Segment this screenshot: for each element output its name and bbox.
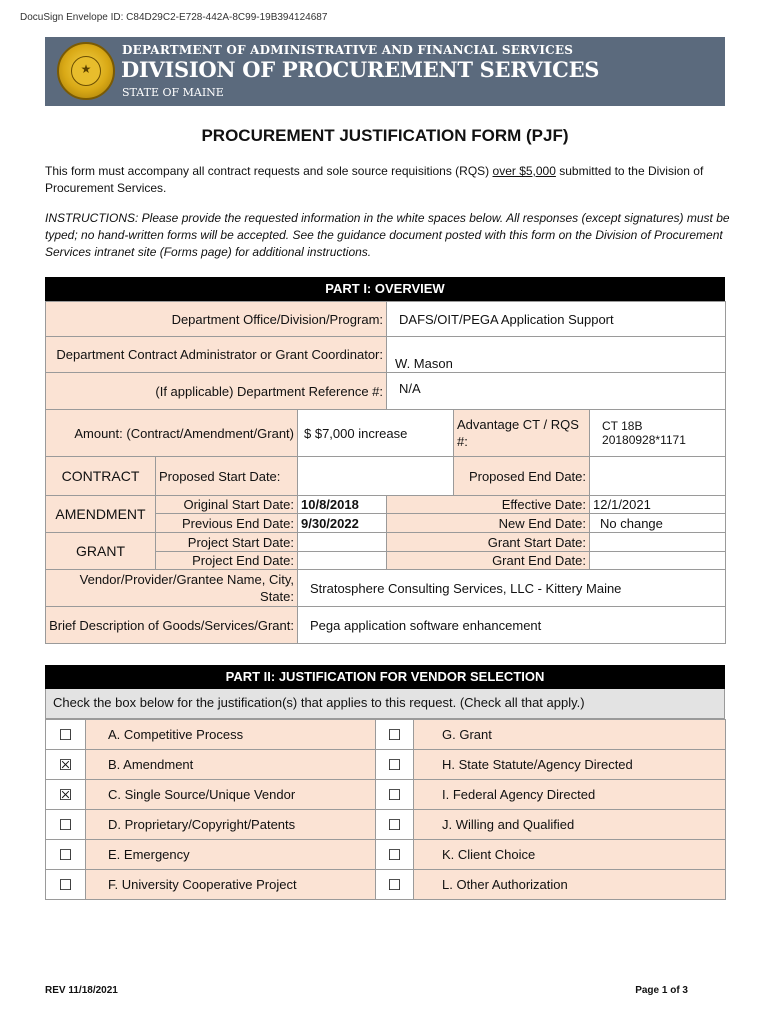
justification-table [45, 719, 726, 900]
reference-label: (If applicable) Department Reference #: [46, 373, 387, 410]
checkbox-university-cooperative[interactable]: ☐ [46, 870, 86, 900]
checkbox-federal-agency[interactable]: ☐ [376, 780, 414, 810]
checkbox-competitive-process[interactable]: ☐ [46, 720, 86, 750]
part-two-heading: PART II: JUSTIFICATION FOR VENDOR SELECTION [45, 665, 725, 689]
new-end-label: New End Date: [387, 514, 590, 533]
checkbox-single-source[interactable]: ☒ [46, 780, 86, 810]
option-grant: G. Grant [414, 720, 726, 750]
vendor-field[interactable]: Stratosphere Consulting Services, LLC - Kittery Maine [298, 570, 726, 607]
agency-banner [45, 37, 725, 106]
option-state-statute: H. State Statute/Agency Directed [414, 750, 726, 780]
project-end-field[interactable] [298, 552, 387, 570]
amendment-label: AMENDMENT [46, 496, 156, 533]
proposed-start-label: Proposed Start Date: [156, 457, 298, 496]
checkbox-proprietary[interactable]: ☐ [46, 810, 86, 840]
amount-label: Amount: (Contract/Amendment/Grant) [46, 410, 298, 457]
division-name: DIVISION OF PROCUREMENT SERVICES [121, 57, 600, 82]
option-proprietary: D. Proprietary/Copyright/Patents [86, 810, 376, 840]
checkbox-prompt: Check the box below for the justification(s) that applies to this request. (Check all that apply.) [45, 689, 725, 719]
vendor-label: Vendor/Provider/Grantee Name, City, State: [46, 570, 298, 607]
coordinator-label: Department Contract Administrator or Grant Coordinator: [46, 337, 387, 373]
proposed-end-label: Proposed End Date: [454, 457, 590, 496]
docusign-envelope-id: DocuSign Envelope ID: C84D29C2-E728-442A-8C99-19B394124687 [20, 12, 328, 23]
option-federal-agency: I. Federal Agency Directed [414, 780, 726, 810]
new-end-field[interactable]: No change [590, 514, 726, 533]
effective-field[interactable]: 12/1/2021 [590, 496, 726, 514]
part-one-heading: PART I: OVERVIEW [45, 277, 725, 301]
part-two-justification [45, 665, 725, 900]
description-field[interactable]: Pega application software enhancement [298, 607, 726, 644]
state-name: STATE OF MAINE [122, 86, 224, 99]
contract-label: CONTRACT [46, 457, 156, 496]
previous-end-label: Previous End Date: [156, 514, 298, 533]
checkbox-amendment[interactable]: ☒ [46, 750, 86, 780]
option-university-cooperative: F. University Cooperative Project [86, 870, 376, 900]
grant-end-field[interactable] [590, 552, 726, 570]
dept-field[interactable]: DAFS/OIT/PEGA Application Support [387, 302, 726, 337]
original-start-label: Original Start Date: [156, 496, 298, 514]
form-title: PROCUREMENT JUSTIFICATION FORM (PJF) [201, 126, 569, 145]
checkbox-emergency[interactable]: ☐ [46, 840, 86, 870]
grant-label: GRANT [46, 533, 156, 570]
overview-table [45, 301, 726, 644]
coordinator-field[interactable]: W. Mason [387, 337, 726, 373]
project-end-label: Project End Date: [156, 552, 298, 570]
option-client-choice: K. Client Choice [414, 840, 726, 870]
checkbox-other-authorization[interactable]: ☐ [376, 870, 414, 900]
checkbox-grant[interactable]: ☐ [376, 720, 414, 750]
dept-label: Department Office/Division/Program: [46, 302, 387, 337]
checkbox-client-choice[interactable]: ☐ [376, 840, 414, 870]
option-willing-qualified: J. Willing and Qualified [414, 810, 726, 840]
intro-text: This form must accompany all contract requests and sole source requisitions (RQS) over $5,000 submitted to the Division of Procurement Services. [45, 164, 704, 195]
option-single-source: C. Single Source/Unique Vendor [86, 780, 376, 810]
proposed-start-field[interactable] [298, 457, 454, 496]
option-other-authorization: L. Other Authorization [414, 870, 726, 900]
grant-end-label: Grant End Date: [387, 552, 590, 570]
checkbox-willing-qualified[interactable]: ☐ [376, 810, 414, 840]
state-seal-icon: ★ [57, 42, 115, 100]
description-label: Brief Description of Goods/Services/Grant: [46, 607, 298, 644]
instructions-text: INSTRUCTIONS: Please provide the requested information in the white spaces below. All responses (except signatures) must be typed; no hand-written forms will be accepted. See the guidance document posted with this form on the Division of Procurement Services intranet site (Forms page) for additional instructions. [45, 211, 730, 259]
advantage-field[interactable]: CT 18B 20180928*1171 [590, 410, 726, 457]
option-emergency: E. Emergency [86, 840, 376, 870]
original-start-field[interactable]: 10/8/2018 [298, 496, 387, 514]
option-competitive-process: A. Competitive Process [86, 720, 376, 750]
revision-date: REV 11/18/2021 [45, 985, 118, 996]
option-amendment: B. Amendment [86, 750, 376, 780]
grant-start-label: Grant Start Date: [387, 533, 590, 552]
page-number: Page 1 of 3 [635, 985, 688, 996]
part-one-overview [45, 277, 725, 644]
department-name: DEPARTMENT OF ADMINISTRATIVE AND FINANCIAL SERVICES [122, 43, 574, 57]
project-start-label: Project Start Date: [156, 533, 298, 552]
advantage-label: Advantage CT / RQS #: [454, 410, 590, 457]
reference-field[interactable]: N/A [387, 373, 726, 410]
project-start-field[interactable] [298, 533, 387, 552]
threshold-text: over $5,000 [492, 164, 556, 178]
effective-label: Effective Date: [387, 496, 590, 514]
previous-end-field[interactable]: 9/30/2022 [298, 514, 387, 533]
amount-field[interactable]: $ $7,000 increase [298, 410, 454, 457]
checkbox-state-statute[interactable]: ☐ [376, 750, 414, 780]
grant-start-field[interactable] [590, 533, 726, 552]
proposed-end-field[interactable] [590, 457, 726, 496]
